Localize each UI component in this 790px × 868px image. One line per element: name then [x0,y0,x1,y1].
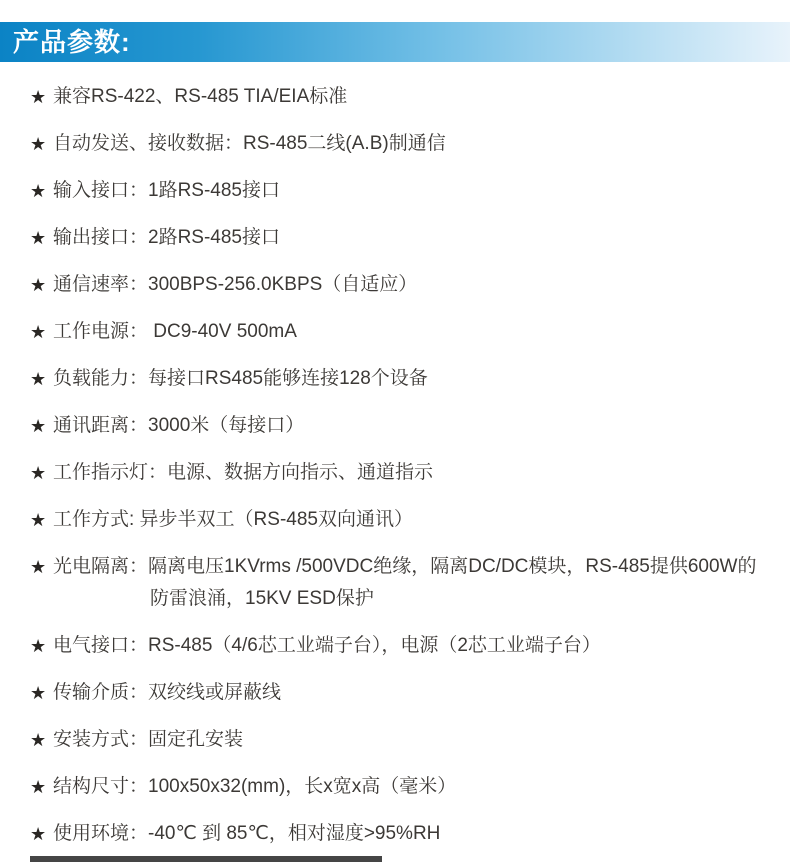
spec-item-text [53,319,772,345]
spec-item-line1: 电气接口：RS-485（4/6芯工业端子台），电源（2芯工业端子台） [53,635,601,656]
star-bullet-icon: ★ [30,228,47,248]
spec-item [30,774,772,800]
spec-item-text [53,727,772,753]
spec-item-line1: 负载能力：每接口RS485能够连接128个设备 [53,368,428,389]
spec-item-line1: 安装方式：固定孔安装 [53,729,244,750]
spec-item-text [53,460,772,486]
spec-item [30,84,772,110]
spec-item-line1: 光电隔离：隔离电压1KVrms /500VDC绝缘，隔离DC/DC模块，RS-485提供600W的 [53,556,757,577]
spec-item-line1: 通信速率：300BPS-256.0KBPS（自适应） [53,274,418,295]
spec-item [30,366,772,392]
cropped-next-section-bar [30,856,382,862]
star-bullet-icon: ★ [30,683,47,703]
star-bullet-icon: ★ [30,322,47,342]
star-bullet-icon: ★ [30,824,47,844]
spec-item-line1: 通讯距离：3000米（每接口） [53,415,305,436]
section-title: 产品参数: [13,27,131,57]
spec-item-text [53,774,772,800]
star-bullet-icon: ★ [30,275,47,295]
spec-item-text [53,225,772,251]
spec-item-line2: 防雷浪涌，15KV ESD保护 [150,588,374,609]
star-bullet-icon: ★ [30,777,47,797]
spec-item-text [53,413,772,439]
star-bullet-icon: ★ [30,416,47,436]
spec-item-line1: 使用环境：-40℃ 到 85℃，相对湿度>95%RH [53,823,441,844]
star-bullet-icon: ★ [30,134,47,154]
spec-item [30,727,772,753]
spec-item-line1: 工作电源： DC9-40V 500mA [53,321,297,342]
star-bullet-icon: ★ [30,557,47,577]
spec-item [30,272,772,298]
spec-item [30,507,772,533]
spec-item [30,225,772,251]
spec-item-line1: 输出接口：2路RS-485接口 [53,227,280,248]
spec-item-line1: 兼容RS-422、RS-485 TIA/EIA标准 [53,86,348,107]
spec-item [30,319,772,345]
star-bullet-icon: ★ [30,730,47,750]
spec-item-text [53,366,772,392]
spec-item [30,821,772,847]
spec-item [30,633,772,659]
spec-item-text [53,84,772,110]
spec-item [30,460,772,486]
spec-item-line1: 工作指示灯：电源、数据方向指示、通道指示 [53,462,434,483]
spec-list [30,84,772,868]
spec-item-line1: 自动发送、接收数据：RS-485二线(A.B)制通信 [53,133,446,154]
spec-item-line1: 工作方式: 异步半双工（RS-485双向通讯） [53,509,413,530]
spec-item-text [53,633,772,659]
spec-item-text [53,554,772,612]
spec-item-text [53,507,772,533]
spec-item-text [53,131,772,157]
spec-item [30,413,772,439]
spec-item-text [53,178,772,204]
star-bullet-icon: ★ [30,510,47,530]
spec-item-text [53,272,772,298]
spec-item-line1: 结构尺寸：100x50x32(mm)，长x宽x高（毫米） [53,776,457,797]
star-bullet-icon: ★ [30,463,47,483]
spec-item [30,554,772,612]
spec-item-line1: 输入接口：1路RS-485接口 [53,180,280,201]
star-bullet-icon: ★ [30,87,47,107]
star-bullet-icon: ★ [30,636,47,656]
spec-item [30,680,772,706]
section-header-bar [0,22,790,62]
spec-item [30,131,772,157]
star-bullet-icon: ★ [30,369,47,389]
spec-item-text [53,821,772,847]
spec-item-text [53,680,772,706]
spec-item [30,178,772,204]
spec-item-line1: 传输介质：双绞线或屏蔽线 [53,682,282,703]
star-bullet-icon: ★ [30,181,47,201]
